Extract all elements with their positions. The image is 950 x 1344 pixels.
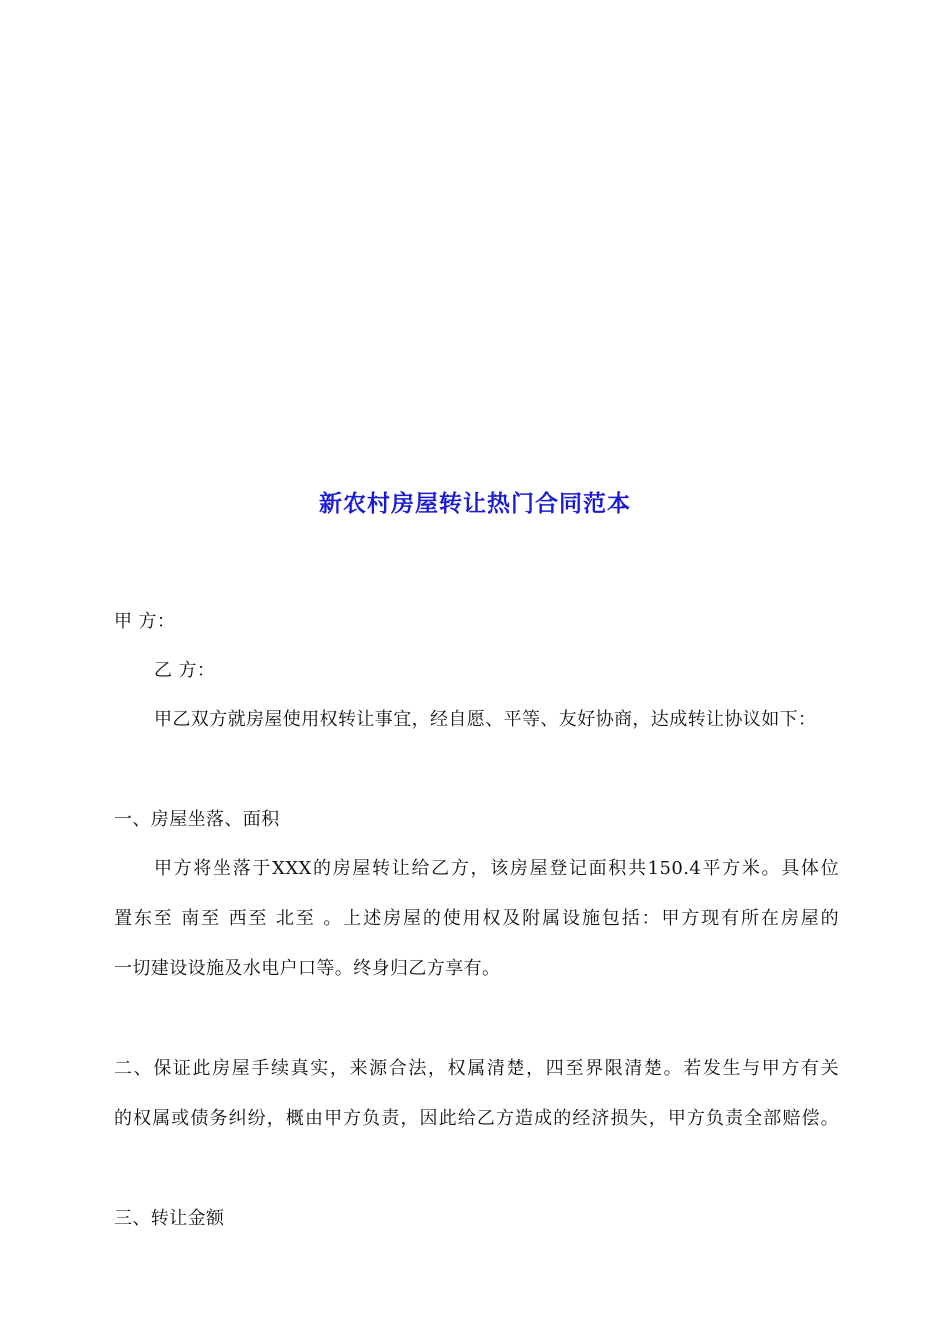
section-1-line-2: 置东至 南至 西至 北至 。上述房屋的使用权及附属设施包括：甲方现有所在房屋的 [114,908,839,929]
section-2-line-1: 二、保证此房屋手续真实，来源合法，权属清楚，四至界限清楚。若发生与甲方有关 [114,1058,839,1079]
preamble-paragraph: 甲乙双方就房屋使用权转让事宜，经自愿、平等、友好协商，达成转让协议如下： [154,709,817,730]
section-1-line-3: 一切建设设施及水电户口等。终身归乙方享有。 [114,958,501,979]
section-1-line-1: 甲方将坐落于XXX的房屋转让给乙方，该房屋登记面积共150.4平方米。具体位 [154,858,839,879]
section-3-heading: 三、转让金额 [114,1208,225,1229]
section-1-heading: 一、房屋坐落、面积 [114,809,280,830]
section-2-line-2: 的权属或债务纠纷，概由甲方负责，因此给乙方造成的经济损失，甲方负责全部赔偿。 [114,1108,839,1129]
document-title: 新农村房屋转让热门合同范本 [319,490,631,517]
party-a-label: 甲 方： [114,611,176,632]
party-b-label: 乙 方： [154,660,216,681]
